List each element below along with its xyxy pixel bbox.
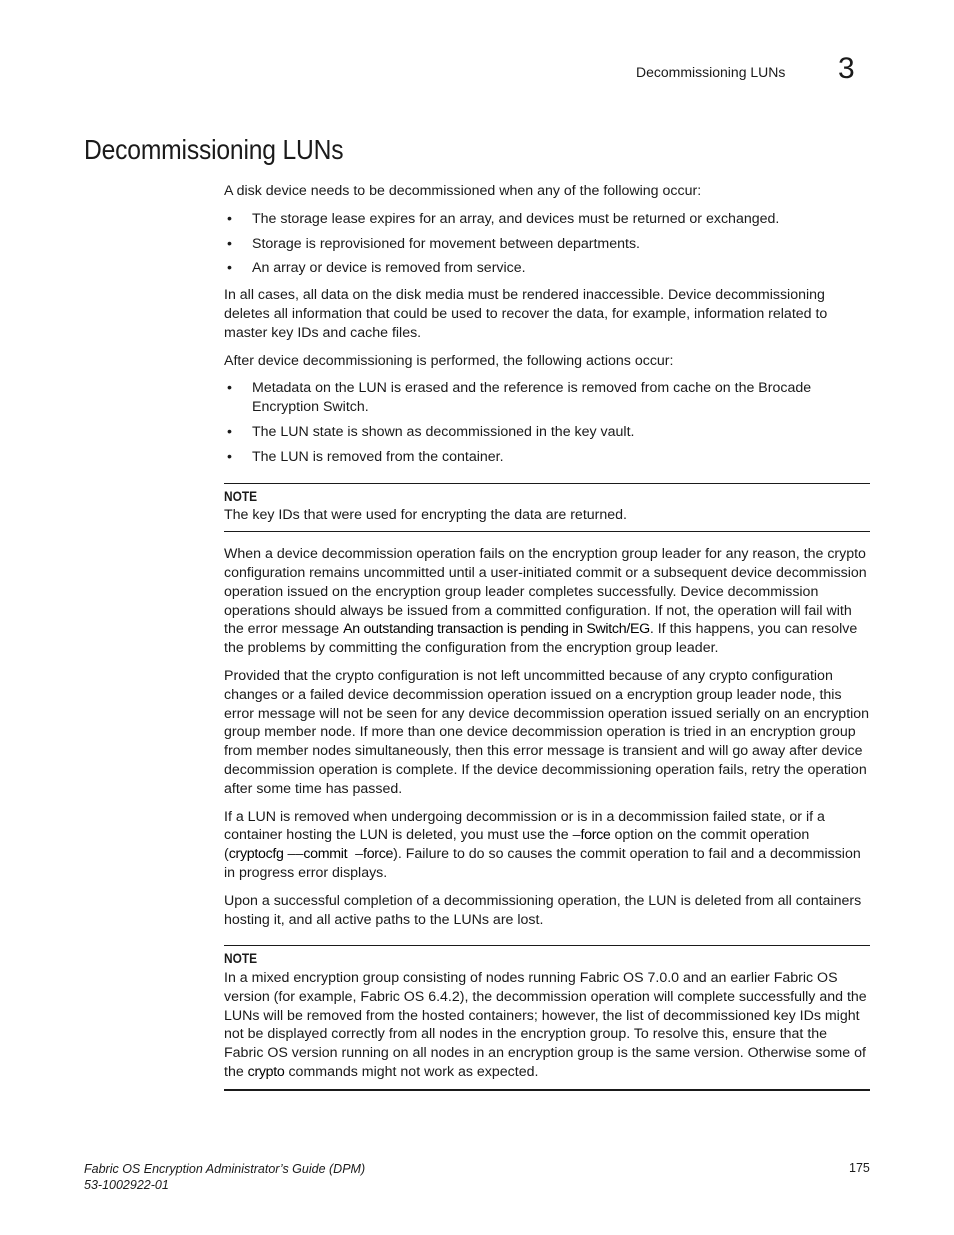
list-item: • Storage is reprovisioned for movement between departments. [227, 235, 640, 252]
bullet-icon: • [227, 210, 232, 227]
error-message-code: An outstanding transaction is pending in Switch/EG [343, 621, 650, 638]
list-item: • Metadata on the LUN is erased and the reference is removed from cache on the Brocade Encryption Switch. [227, 380, 812, 416]
note-box [224, 945, 870, 1091]
occurrence-list [224, 210, 870, 278]
commit-option-code: commit [303, 846, 348, 863]
force-option-code: force [363, 846, 394, 863]
note-label: NOTE [224, 950, 258, 967]
paragraph: Provided that the crypto configuration is not left uncommitted because of any crypto configuration changes or a failed device decommission operation issued on a encryption group leader node, this error message will not be seen for any device decommission operation issued serially on an encryption group member node. If more than one device decommission operation is tried in an encryption group from member nodes simultaneously, then this error message is transient and will go away after device decommission operation is complete. If the device decommissioning operation fails, retry the operation after some time has passed. [224, 667, 870, 797]
list-item: • An array or device is removed from service. [227, 260, 526, 277]
footer-doc-title: Fabric OS Encryption Administrator’s Guide (DPM) [84, 1162, 366, 1176]
bullet-icon: • [227, 260, 232, 277]
note-text: In a mixed encryption group consisting of nodes running Fabric OS 7.0.0 and an earlier Fabric OS version (for example, Fabric OS 6.4.2), the decommission operation will complete successfully and the LUNs will be removed from the hosted containers; however, the list of decommissioned key IDs might not be displayed correctly from all nodes in the encryption group. To resolve this, ensure that the Fabric OS version running on all nodes in an encryption group is the same version. Otherwise some of the crypto commands might not work as expected. [224, 970, 867, 1081]
note-box [224, 483, 870, 533]
command-code: cryptocfg [228, 846, 284, 863]
intro-paragraph: A disk device needs to be decommissioned when any of the following occur: [224, 183, 702, 199]
bullet-icon: • [227, 235, 232, 252]
bullet-icon: • [227, 380, 232, 397]
bullet-icon: • [227, 423, 232, 440]
list-item: • The LUN state is shown as decommissioned in the key vault. [227, 423, 635, 440]
paragraph: If a LUN is removed when undergoing decommission or is in a decommission failed state, or if a container hosting the LUN is deleted, you must use the –force option on the commit operation (cryptocfg ––commit –force). Failure to do so causes the commit operation to fail and a decommission in progress error displays. [224, 808, 861, 881]
paragraph: In all cases, all data on the disk media must be rendered inaccessible. Device decommissioning deletes all information that could be used to recover the data, for example, information related to master key IDs and cache files. [224, 287, 828, 341]
list-item: • The LUN is removed from the container. [227, 448, 504, 465]
page-number: 175 [849, 1161, 870, 1175]
paragraph: Upon a successful completion of a decommissioning operation, the LUN is deleted from all containers hosting it, and all active paths to the LUNs are lost. [224, 892, 862, 928]
footer-doc-number: 53-1002922-01 [84, 1178, 169, 1192]
bullet-icon: • [227, 448, 232, 465]
action-list [224, 379, 870, 466]
running-header-section: Decommissioning LUNs [636, 64, 786, 80]
paragraph: After device decommissioning is performed, the following actions occur: [224, 352, 674, 369]
note-text: The key IDs that were used for encrypting the data are returned. [224, 507, 627, 524]
crypto-command-code: crypto [247, 1064, 285, 1081]
chapter-number: 3 [838, 52, 855, 85]
force-option-code: force [580, 827, 611, 844]
list-item: • The storage lease expires for an array, and devices must be returned or exchanged. [227, 210, 780, 227]
body-content [224, 182, 870, 1104]
page-title: Decommissioning LUNs [84, 134, 344, 165]
footer-doc-info [84, 1161, 365, 1193]
paragraph: When a device decommission operation fails on the encryption group leader for any reason, the crypto configuration remains uncommitted until a user-initiated commit or a subsequent device decommission operation issued on the encryption group leader completes successfully. Device decommission operations should always be issued from a committed configuration. If not, the operation will fail with the error message An outstanding transaction is pending in Switch/EG. If this happens, you can resolve the problems by committing the configuration from the encryption group leader. [224, 546, 867, 657]
note-label: NOTE [224, 487, 258, 504]
